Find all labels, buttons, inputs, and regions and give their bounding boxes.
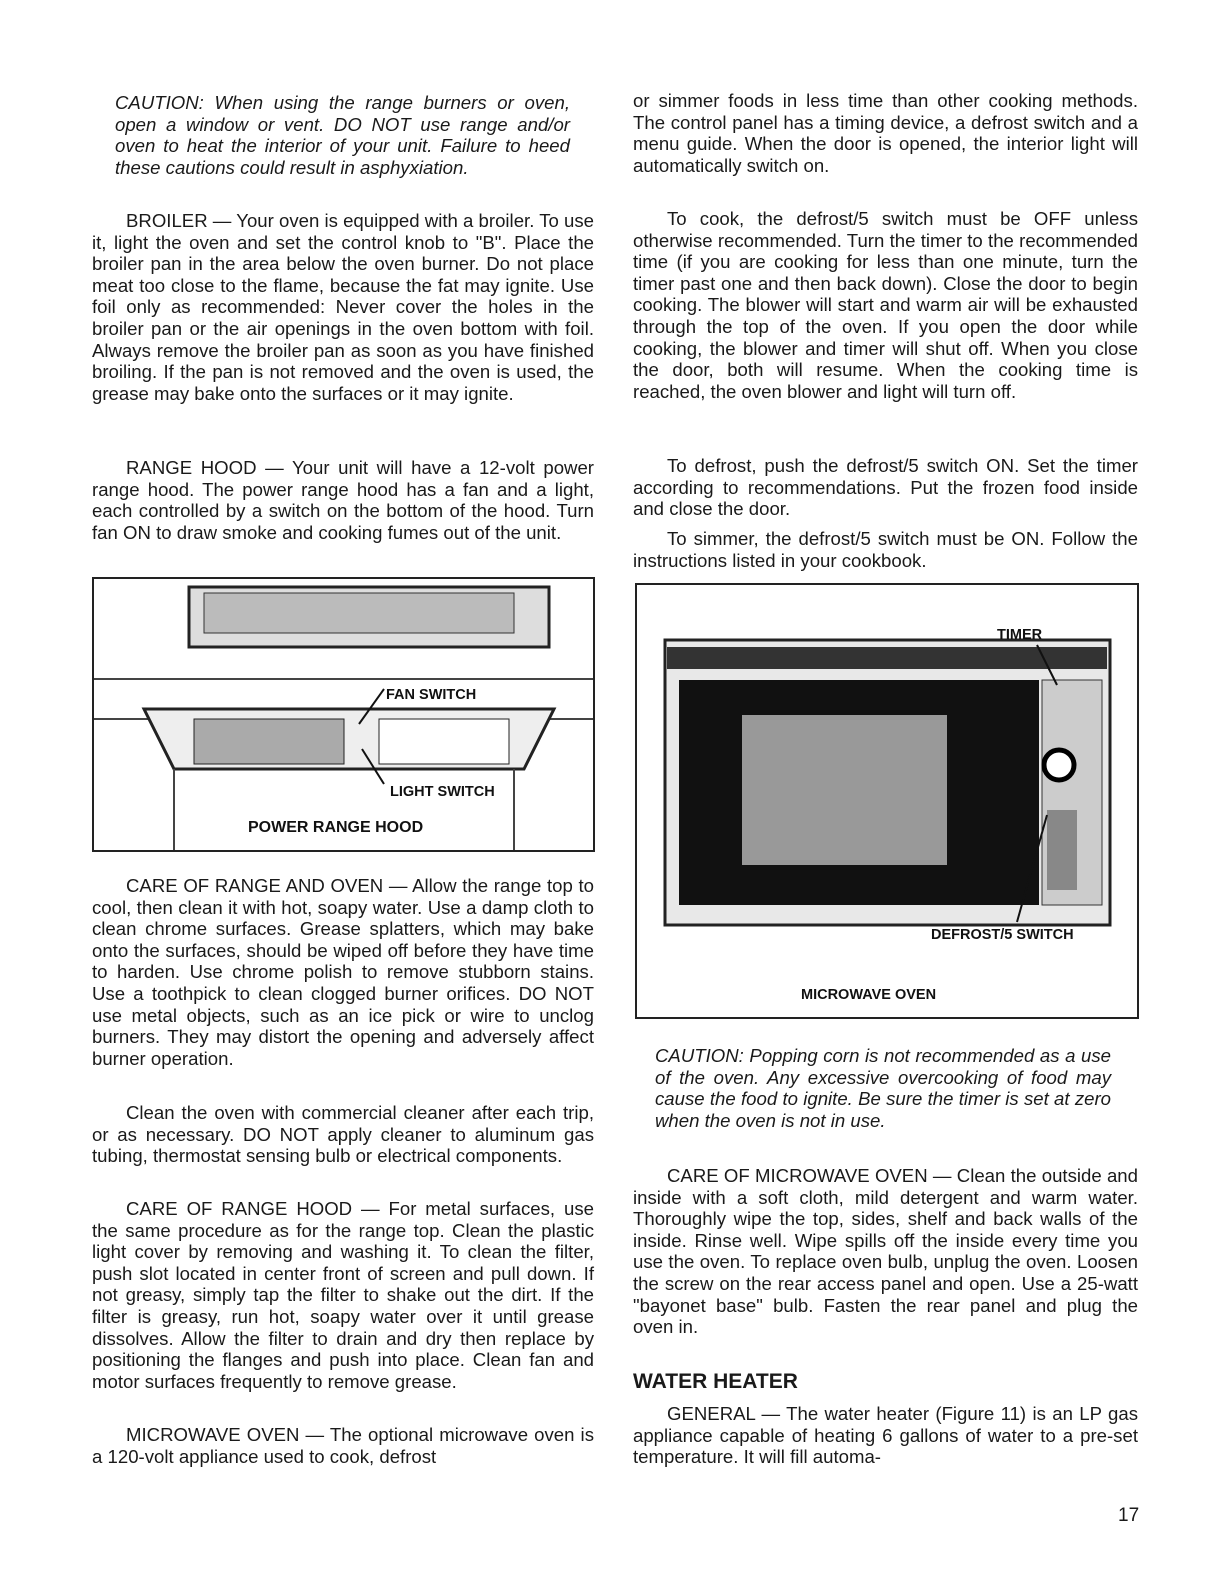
range-hood-paragraph: RANGE HOOD — Your unit will have a 12-volt power range hood. The power range hood has a fan and a light, each controlled by a switch on the bottom of the hood. Turn fan ON to draw smoke and cooking fumes out of the unit.: [92, 457, 594, 543]
caution-range: CAUTION: When using the range burners or oven, open a window or vent. DO NOT use range and/or oven to heat the interior of your unit. Failure to heed these cautions could result in asphyxiation.: [115, 92, 570, 178]
broiler-paragraph: BROILER — Your oven is equipped with a broiler. To use it, light the oven and set the control knob to "B". Place the broiler pan in the area below the oven burner. Do not place meat too close to the flame, because the fat may ignite. Use foil only as recommended: Never cover the holes in the broiler pan or the air openings in the oven bottom with foil. Always remove the broiler pan as soon as you have finished broiling. If the pan is not removed and the oven is used, the grease may bake onto the surfaces or it may ignite.: [92, 210, 594, 404]
microwave-illustration: [637, 585, 1137, 1017]
range-hood-figure: [92, 577, 595, 852]
care-microwave-paragraph: CARE OF MICROWAVE OVEN — Clean the outside and inside with a soft cloth, mild detergent and warm water. Thoroughly wipe the top, sides, shelf and back walls of the inside. Rinse well. Wipe spills off the inside every time you use the oven. To replace oven bulb, unplug the oven. Loosen the screw on the rear access panel and open. Use a 25-watt "bayonet base" bulb. Fasten the rear panel and plug the oven in.: [633, 1165, 1138, 1338]
microwave-paragraph: MICROWAVE OVEN — The optional microwave oven is a 120-volt appliance used to cook, defrost: [92, 1424, 594, 1467]
page-number: 17: [1118, 1505, 1140, 1526]
microwave-cont-paragraph: or simmer foods in less time than other cooking methods. The control panel has a timing device, a defrost switch and a menu guide. When the door is opened, the interior light will automatically switch on.: [633, 90, 1138, 176]
light-switch-label: LIGHT SWITCH: [390, 784, 495, 800]
figure-caption: POWER RANGE HOOD: [248, 819, 424, 836]
to-simmer-paragraph: To simmer, the defrost/5 switch must be ON. Follow the instructions listed in your cookbook.: [633, 528, 1138, 571]
range-hood-illustration: [94, 579, 593, 850]
microwave-figure: [635, 583, 1139, 1019]
care-range-oven-paragraph: CARE OF RANGE AND OVEN — Allow the range top to cool, then clean it with hot, soapy water. Use a damp cloth to clean chrome surfaces. Grease splatters, which may bake onto the surfaces, should be wiped off before they have time to harden. Use chrome polish to remove stubborn stains. Use a toothpick to clean clogged burner orifices. DO NOT use metal objects, such as an ice pick or wire to unclog burners. They may distort the opening and adversely affect burner operation.: [92, 875, 594, 1069]
timer-label: TIMER: [997, 627, 1043, 643]
water-heater-heading: WATER HEATER: [633, 1370, 798, 1393]
to-cook-paragraph: To cook, the defrost/5 switch must be OFF unless otherwise recommended. Turn the timer to the recommended time (if you are cooking for less than one minute, turn the timer past one and then back down). Close the door to begin cooking. The blower will start and warm air will be exhausted through the top of the oven. If you open the door while cooking, the blower and timer will shut off. When you close the door, both will resume. When the cooking time is reached, the oven blower and light will turn off.: [633, 208, 1138, 402]
caution-microwave: CAUTION: Popping corn is not recommended as a use of the oven. Any excessive overcooking of food may cause the food to ignite. Be sure the timer is set at zero when the oven is not in use.: [655, 1045, 1111, 1131]
general-paragraph: GENERAL — The water heater (Figure 11) is an LP gas appliance capable of heating 6 gallons of water to a pre-set temperature. It will fill automa-: [633, 1403, 1138, 1468]
clean-oven-paragraph: Clean the oven with commercial cleaner after each trip, or as necessary. DO NOT apply cleaner to aluminum gas tubing, thermostat sensing bulb or electrical components.: [92, 1102, 594, 1167]
care-range-hood-paragraph: CARE OF RANGE HOOD — For metal surfaces, use the same procedure as for the range top. Clean the plastic light cover by removing and washing it. To clean the filter, push slot located in center front of screen and pull down. If not greasy, simply tap the filter to shake out the dirt. If the filter is greasy, run hot, soapy water over it until grease dissolves. Allow the filter to drain and dry then replace by positioning the flanges and push into place. Clean fan and motor surfaces frequently to remove grease.: [92, 1198, 594, 1392]
defrost-switch-label: DEFROST/5 SWITCH: [931, 927, 1074, 943]
figure-caption: MICROWAVE OVEN: [801, 987, 937, 1003]
fan-switch-label: FAN SWITCH: [386, 687, 477, 703]
to-defrost-paragraph: To defrost, push the defrost/5 switch ON. Set the timer according to recommendations. Put the frozen food inside and close the door.: [633, 455, 1138, 520]
